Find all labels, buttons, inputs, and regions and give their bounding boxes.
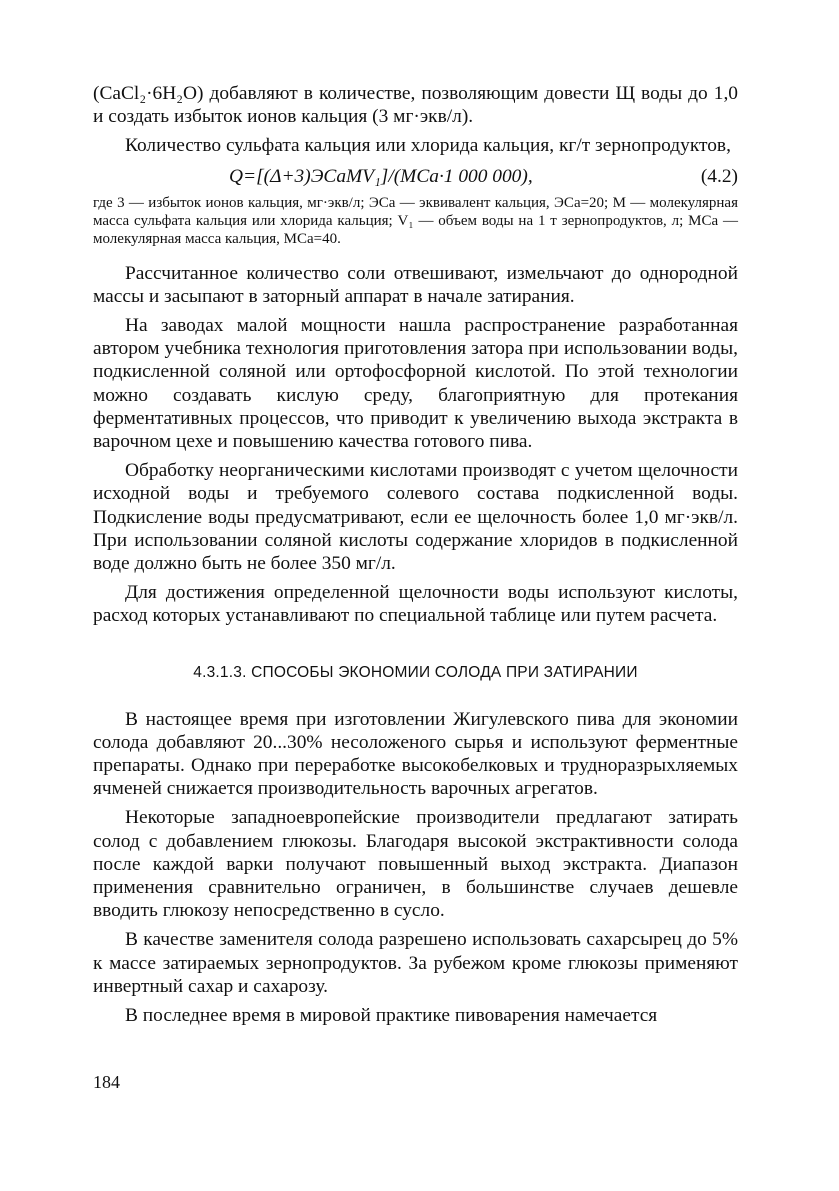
paragraph-weighing: Рассчитанное количество соли отвешивают, измельчают до однородной массы и засыпают в заторный аппарат в начале затирания. (93, 262, 738, 307)
paragraph-salt-amount: Количество сульфата кальция или хлорида кальция, кг/т зернопродуктов, (125, 135, 731, 157)
formula-4-2 (93, 164, 738, 190)
section-heading: 4.3.1.3. СПОСОБЫ ЭКОНОМИИ СОЛОДА ПРИ ЗАТИРАНИИ (193, 663, 638, 681)
formula-explanation: где 3 — избыток ионов кальция, мг·экв/л; ЭCa — эквивалент кальция, ЭCa=20; M — молекулярная масса сульфата кальция или хлорида кальция; V₁ — объем воды на 1 т зернопродуктов, л; MCa — молекулярная масса кальция, MCa=40. (93, 194, 738, 247)
paragraph-recent: В последнее время в мировой практике пивоварения намечается (125, 1005, 658, 1027)
page-number: 184 (93, 1072, 120, 1092)
paragraph-zhigulevskoe: В настоящее время при изготовлении Жигулевского пива для экономии солода добавляют 20...30% несоложеного сырья и используют ферментные препараты. Однако при переработке высокобелковых и трудноразрыхляемых ячменей снижается производительность варочных агрегатов. (93, 708, 738, 800)
paragraph-continued: (CaCl₂·6H₂O) добавляют в количестве, позволяющим довести Щ воды до 1,0 и создать избыток ионов кальция (3 мг·экв/л). (93, 83, 738, 128)
formula-number: (4.2) (700, 165, 738, 187)
paragraph-acid-treatment: Обработку неорганическими кислотами производят с учетом щелочности исходной воды и требуемого солевого состава подкисленной воды. Подкисление воды предусматривают, если ее щелочность более 1,0 мг·экв/л. При использовании соляной кислоты содержание хлоридов в подкисленной воде должно быть не более 350 мг/л. (93, 460, 738, 575)
paragraph-small-plants: На заводах малой мощности нашла распространение разработанная автором учебника технология приготовления затора при использовании воды, подкисленной соляной или ортофосфорной кислотой. По этой технологии можно создавать кислую среду, благоприятную для протекания ферментативных процессов, что приводит к увеличению выхода экстракта в варочном цехе и повышению качества готового пива. (93, 315, 738, 453)
paragraph-alkalinity: Для достижения определенной щелочности воды используют кислоты, расход которых устанавливают по специальной таблице или путем расчета. (93, 582, 738, 627)
page-body (93, 82, 738, 1027)
paragraph-substitute: В качестве заменителя солода разрешено использовать сахарсырец до 5% к массе затираемых зернопродуктов. За рубежом кроме глюкозы применяют инвертный сахар и сахарозу. (93, 929, 738, 997)
formula-expression: Q=[(Δ+3)ЭCaMV₁]/(MCa·1 000 000), (229, 165, 533, 187)
paragraph-glucose: Некоторые западноевропейские производители предлагают затирать солод с добавлением глюкозы. Благодаря высокой экстрактивности солода после каждой варки получают повышенный выход экстракта. Диапазон применения сравнительно ограничен, в большинстве случаев дешевле вводить глюкозу непосредственно в сусло. (93, 807, 738, 922)
